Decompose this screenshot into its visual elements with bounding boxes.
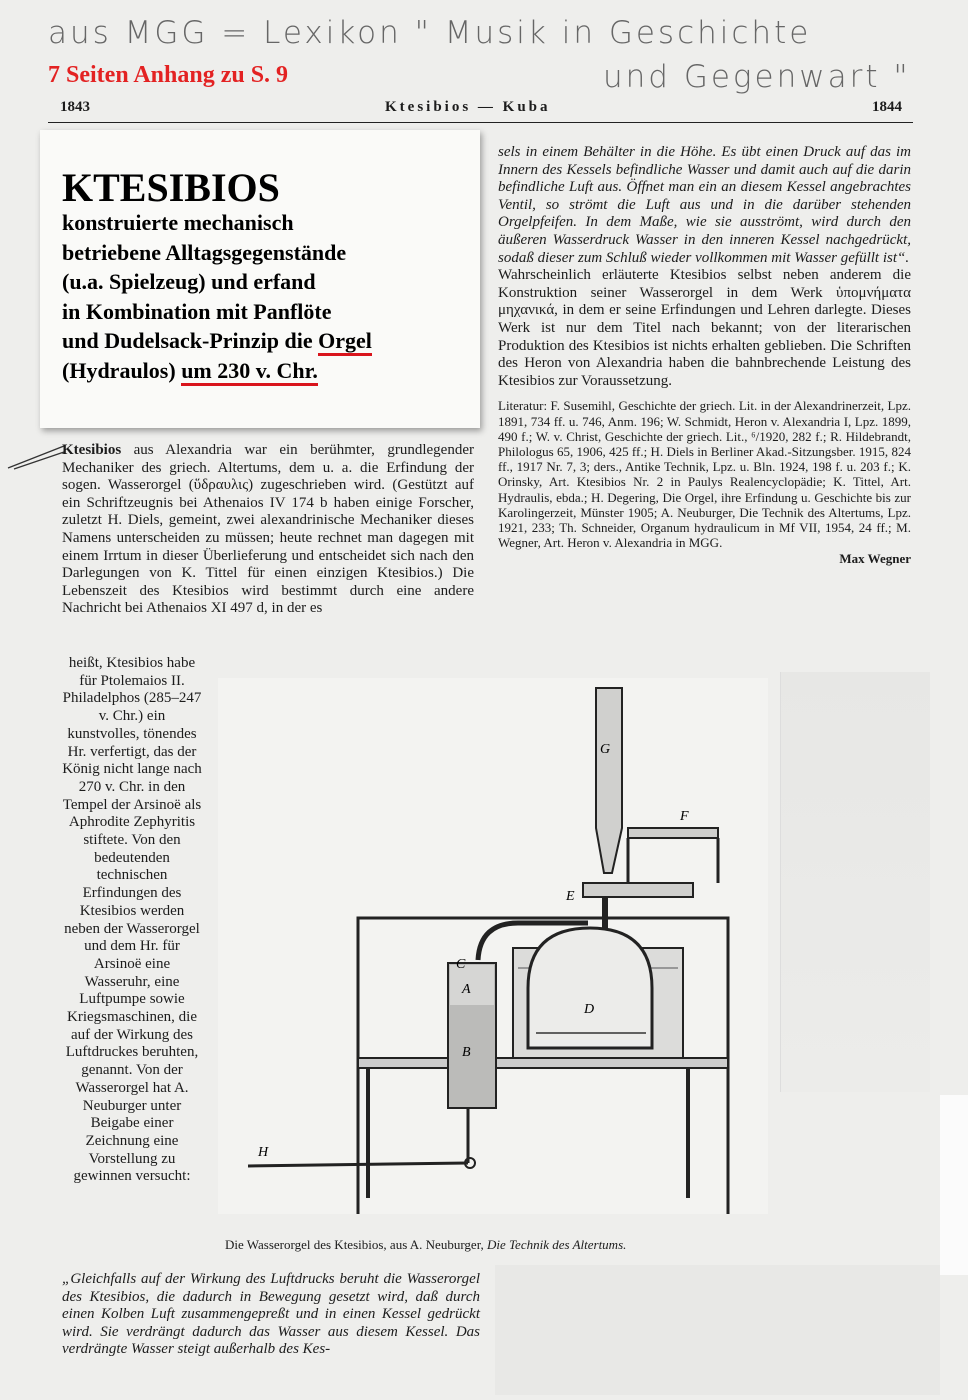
caption-text: Die Wasserorgel des Ktesibios, aus A. Neuburger, (225, 1237, 487, 1252)
label-E: E (566, 889, 575, 904)
bibliography: Literatur: F. Susemihl, Geschichte der griech. Lit. in der Alexandrinerzeit, Lpz. 1891, 734 ff. u. 746, Anm. 196; W. Schmidt, Heron v. Alexandria I, Lpz. 1899, 490 f.; W. v. Christ, Geschichte der griech. Lit., ⁶/1920, 282 f.; R. Hildebrandt, Philologus 65, 1906, 425 ff.; H. Diels in Berliner Akad.-Sitzungsber. 1915, 824 ff., 1917 Nr. 7, 3; ders., Antike Technik, Lpz. u. Bln. 1924, 198 f. u. 203 f.; K. Orinsky, Art. Ktesibios Nr. 2 in Paulys Realencyclopädie; K. Tittel, Art. Hydraulis, ebda.; H. Degering, Die Orgel, ihre Erfindung u. Geschichte bis zur Karolingerzeit, Münster 1905; A. Neuburger, Die Technik des Altertums, Lpz. 1921, 233; Th. Schneider, Organum hydraulicum in Mf VII, 1954, 24 ff.; M. Wegner, Art. Heron v. Alexandria in MGG. (498, 398, 911, 551)
body-paragraph: Wahrscheinlich erläuterte Ktesibios selbst neben anderem die Konstruktion seiner Wasserorgel in dem Werk ὑπομνήματα μηχανικά, in dem er seine Erfindungen und Lehren darlegte. Dieses Werk ist nur dem Titel nach bekannt; von der literarischen Produktion des Ktesibios ist nichts erhalten geblieben. Die Schriften des Heron von Alexandria haben die bahnbrechende Leistung des Ktesibios zur Voraussetzung. (498, 267, 911, 389)
label-F: F (680, 809, 689, 824)
page-number-right: 1844 (872, 99, 902, 115)
red-annotation: 7 Seiten Anhang zu S. 9 (48, 62, 289, 88)
underlined-orgel: Orgel (318, 328, 372, 356)
summary-text (62, 208, 372, 385)
label-G: G (600, 742, 611, 757)
left-column (62, 442, 474, 618)
body-paragraph: aus Alexandria war ein berühmter, grundlegender Mechaniker des griech. Altertums, dem u. a. die Erfindung der sogen. Wasserorgel (ὕδραυλις) zugeschrieben wird. (Gestützt auf ein Schriftzeugnis bei Athenaios IV 174 b haben einige Forscher, zuletzt H. Diels, gemeint, zwei alexandrinische Mechaniker dieses Namens unterscheiden zu müssen; heute rechnet man dagegen mit einem Irrtum in dieser Überlieferung und entscheidet sich nach den Darlegungen von K. Tittel für einen einzigen Ktesibios.) Die Lebenszeit des Ktesibios wird bestimmt durch eine andere Nachricht bei Athenaios XI 497 d, in der es (62, 442, 474, 617)
underlined-date: um 230 v. Chr. (181, 358, 318, 386)
figure-caption (225, 1237, 765, 1253)
label-D: D (584, 1002, 595, 1017)
summary-line-text: (Hydraulos) (62, 357, 182, 383)
lemma: Ktesibios (62, 442, 122, 458)
narrow-column-text: heißt, Ktesibios habe für Ptolemaios II. Philadelphos (285–247 v. Chr.) ein kunstvolles, tönendes Hr. verfertigt, das der König nicht lange nach 270 v. Chr. in den Tempel der Arsinoë als Aphrodite Zephyritis stiftete. Von den bedeutenden technischen Erfindungen des Ktesibios werden neben der Wasserorgel und dem Hr. für Arsinoë eine Wasseruhr, eine Luftpumpe sowie Kriegsmaschinen, die auf der Wirkung des Luftdruckes beruhten, genannt. Von der Wasserorgel hat A. Neuburger unter Beigabe einer Zeichnung eine Vorstellung zu gewinnen versucht: (62, 655, 202, 1185)
bleed-through-patch (495, 1265, 940, 1395)
pen-stroke-marks (6, 440, 66, 470)
label-A: A (462, 982, 471, 997)
label-C: C (456, 957, 466, 972)
header-rule (48, 122, 913, 123)
handwritten-line-2: und Gegenwart " (603, 59, 911, 95)
label-H: H (258, 1145, 269, 1160)
page-edge (940, 1095, 968, 1275)
water-organ-illustration (218, 678, 768, 1214)
quote-continuation: sels in einem Behälter in die Höhe. Es übt einen Druck auf das im Innern des Kessels befindliche Wasser und damit auch auf die darin befindliche Luft aus. Öffnet man ein an diesem Kessel angebrachtes Ventil, so strömt die Luft aus und in die darüber stehenden Orgelpfeifen. In dem Maße, wie sie ausströmt, wird durch den äußeren Wasserdruck Wasser in den inneren Kessel nachgedrückt, sodaß dieser zum Schluß wieder vollkommen mit Wasser gefüllt ist“. (498, 144, 911, 266)
bottom-quote: „Gleichfalls auf der Wirkung des Luftdrucks beruht die Wasserorgel des Ktesibios, die dadurch in Bewegung gesetzt wird, daß durch einen Kolben Luft zusammengepreßt und in einen Kessel gedrückt wird. Sie verdrängt dadurch das Wasser aus diesem Kessel. Das verdrängte Wasser steigt außerhalb des Kes- (62, 1271, 480, 1358)
summary-title: KTESIBIOS (62, 165, 280, 210)
summary-box (40, 130, 480, 428)
summary-line (62, 356, 372, 386)
summary-line-text: und Dudelsack-Prinzip die (62, 328, 319, 353)
bleed-through-text (780, 672, 930, 1092)
right-column (498, 144, 911, 568)
handwritten-line-1: aus MGG = Lexikon " Musik in Geschichte (48, 15, 812, 51)
summary-line: konstruierte mechanisch (62, 210, 294, 235)
label-B: B (462, 1045, 471, 1060)
summary-line (62, 326, 372, 356)
summary-line: (u.a. Spielzeug) und erfand (62, 269, 316, 294)
page-number-left: 1843 (60, 99, 90, 115)
author-signature: Max Wegner (839, 551, 911, 567)
summary-line: betriebene Alltagsgegenstände (62, 239, 347, 265)
summary-line: in Kombination mit Panflöte (62, 298, 332, 324)
caption-title: Die Technik des Altertums. (487, 1237, 627, 1252)
running-head: Ktesibios — Kuba (385, 99, 551, 115)
